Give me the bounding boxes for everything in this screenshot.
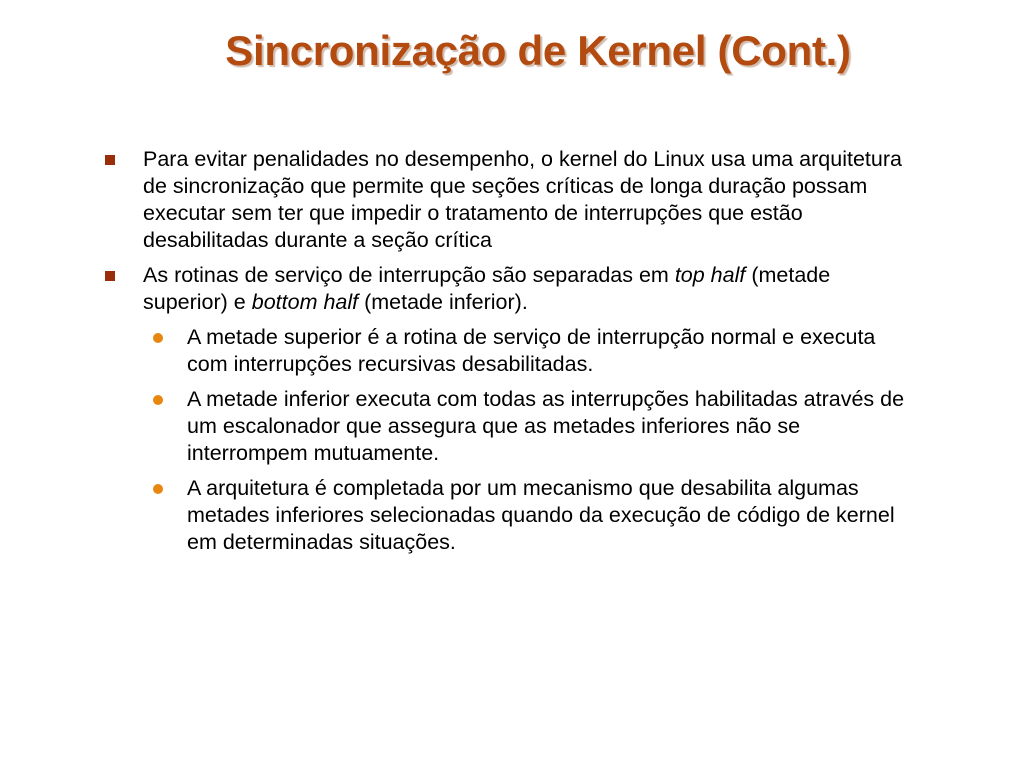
slide-title xyxy=(0,28,1024,74)
slide-content xyxy=(103,146,913,564)
bullet-text-part: As rotinas de serviço de interrupção são separadas em xyxy=(143,263,675,287)
round-bullet-icon xyxy=(153,395,163,405)
sub-bullet-list xyxy=(103,324,913,556)
bullet-italic-term: bottom half xyxy=(251,290,359,314)
sub-bullet-item xyxy=(103,475,913,556)
slide-title-text: Sincronização de Kernel (Cont.) xyxy=(225,27,851,74)
bullet-text xyxy=(143,263,830,314)
bullet-italic-term: top half xyxy=(674,263,746,287)
sub-bullet-text: A metade inferior executa com todas as interrupções habilitadas através de um escalonador que assegura que as metades inferiores não se interrompem mutuamente. xyxy=(187,387,905,465)
bullet-item xyxy=(103,262,913,556)
round-bullet-icon xyxy=(153,484,163,494)
bullet-item xyxy=(103,146,913,254)
square-bullet-icon xyxy=(105,155,115,165)
bullet-text-part: (metade inferior). xyxy=(358,290,528,314)
sub-bullet-text: A arquitetura é completada por um mecanismo que desabilita algumas metades inferiores selecionadas quando da execução de código de kernel em determinadas situações. xyxy=(187,476,895,554)
sub-bullet-text: A metade superior é a rotina de serviço de interrupção normal e executa com interrupções recursivas desabilitadas. xyxy=(187,325,876,376)
square-bullet-icon xyxy=(105,271,115,281)
sub-bullet-item xyxy=(103,386,913,467)
round-bullet-icon xyxy=(153,333,163,343)
bullet-text: Para evitar penalidades no desempenho, o kernel do Linux usa uma arquitetura de sincronização que permite que seções críticas de longa duração possam executar sem ter que impedir o tratamento de interrupções que estão desabilitadas durante a seção crítica xyxy=(143,147,902,252)
sub-bullet-item xyxy=(103,324,913,378)
bullet-text-part: (metade superior) e xyxy=(143,263,831,314)
